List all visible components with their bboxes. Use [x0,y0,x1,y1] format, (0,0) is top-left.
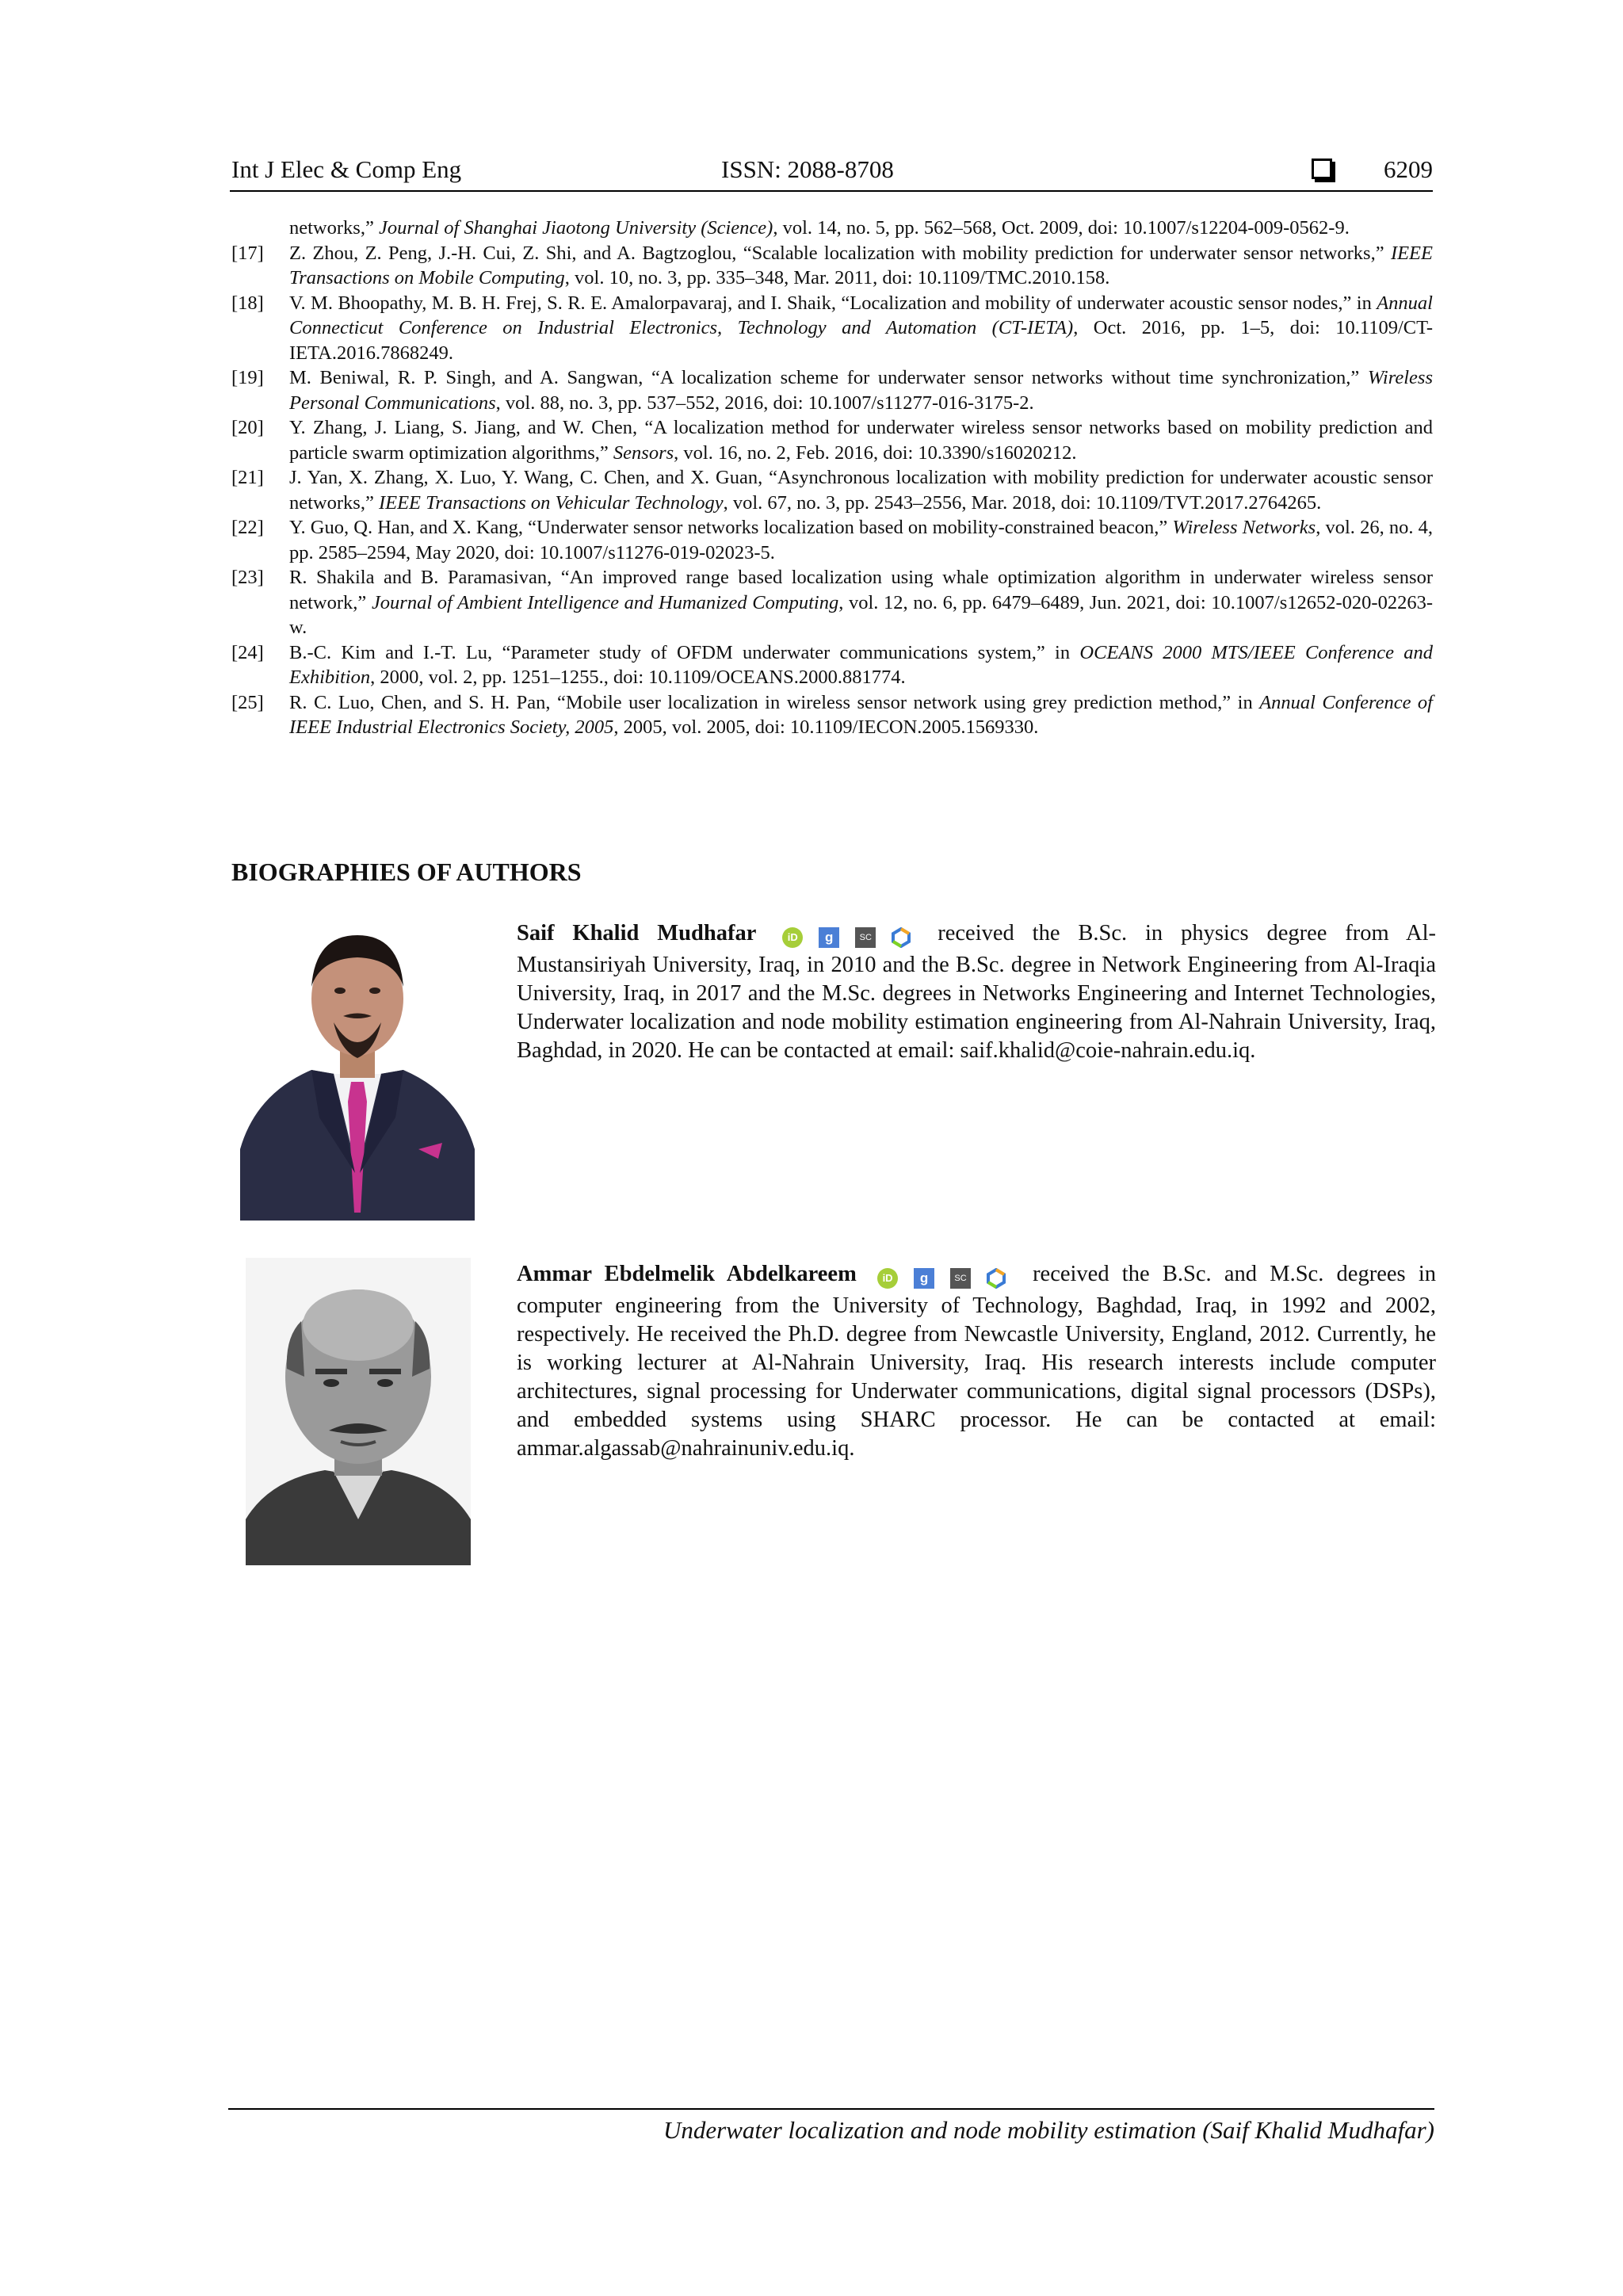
reference-entry [230,640,1433,690]
reference-venue: IEEE Transactions on Mobile Computing [289,242,1433,288]
reference-venue: IEEE Transactions on Vehicular Technology [378,491,724,514]
issn: ISSN: 2088-8708 [721,155,894,183]
google-scholar-icon[interactable]: g [819,927,839,948]
footer-rule [228,2108,1434,2110]
journal-name: Int J Elec & Comp Eng [231,155,462,183]
author-name: Saif Khalid Mudhafar [517,921,757,946]
publons-icon[interactable] [987,1268,1006,1289]
reference-venue: Journal of Ambient Intelligence and Humanized Computing [371,591,839,613]
orcid-icon[interactable]: iD [877,1268,898,1289]
author-profile-icons [877,1263,1022,1292]
reference-text: Y. Guo, Q. Han, and X. Kang, “Underwater sensor networks localization based on mobility-constrained beacon,” [289,517,1173,538]
reference-number: [20] [231,417,264,438]
reference-text: M. Beniwal, R. P. Singh, and A. Sangwan, “A localization scheme for underwater sensor networks without time synchronization,” [289,367,1368,388]
reference-text: , vol. 10, no. 3, pp. 335–348, Mar. 2011, doi: 10.1109/TMC.2010.158. [564,267,1110,288]
author-bio-text: received the B.Sc. and M.Sc. degrees in computer engineering from the University of Technology, Baghdad, Iraq, in 1992 and 2002, respectively. He received the Ph.D. degree from Newcastle University, England, 2012. Currently, he is working lecturer at Al-Nahrain University, Iraq. His research interests include computer architectures, signal processing for Underwater communications, digital signal processors (DSPs), and embedded systems using SHARC processor. He can be contacted at email: ammar.algassab@nahrainuniv.edu.iq. [517,1262,1436,1461]
reference-text: B.-C. Kim and I.-T. Lu, “Parameter study of OFDM underwater communications system,” in [289,641,1080,663]
page-number: 6209 [1384,155,1433,183]
author-bio-1 [517,919,1436,1065]
reference-number: [17] [231,242,264,264]
reference-entry [230,515,1433,565]
reference-entry [230,291,1433,366]
author-name: Ammar Ebdelmelik Abdelkareem [517,1262,857,1286]
reference-text: networks,” [289,217,379,239]
reference-text: , vol. 14, no. 5, pp. 562–568, Oct. 2009, doi: 10.1007/s12204-009-0562-9. [773,217,1350,239]
author-bio-text: received the B.Sc. in physics degree from Al-Mustansiriyah University, Iraq, in 2010 and the B.Sc. degree in Network Engineering from Al-Iraqia University, Iraq, in 2017 and the M.Sc. degrees in Networks Engineering and Internet Technologies, Underwater localization and node mobility estimation engineering from Al-Nahrain University, Iraq, Baghdad, in 2020. He can be contacted at email: saif.khalid@coie-nahrain.edu.iq. [517,921,1437,1063]
scopus-icon[interactable]: SC [855,927,876,948]
reference-number: [22] [231,517,264,538]
reference-text: J. Yan, X. Zhang, X. Luo, Y. Wang, C. Chen, and X. Guan, “Asynchronous localization with mobility prediction for underwater acoustic sensor networks,” [289,467,1433,514]
author-profile-icons [782,923,926,951]
reference-number: [19] [231,367,264,388]
reference-text: , vol. 16, no. 2, Feb. 2016, doi: 10.3390/s16020212. [674,441,1077,464]
reference-text: , vol. 67, no. 3, pp. 2543–2556, Mar. 2018, doi: 10.1109/TVT.2017.2764265. [723,491,1322,514]
reference-number: [21] [231,467,264,488]
reference-text: Z. Zhou, Z. Peng, J.-H. Cui, Z. Shi, and A. Bagtzoglou, “Scalable localization with mobility prediction for underwater sensor networks,” [289,242,1391,264]
reference-text: , vol. 26, no. 4, pp. 2585–2594, May 2020, doi: 10.1007/s11276-019-02023-5. [289,517,1434,563]
checkbox-square-icon [1312,159,1332,179]
reference-entry [230,690,1433,740]
reference-venue: Journal of Shanghai Jiaotong University (Science) [378,217,773,239]
google-scholar-icon[interactable]: g [914,1268,934,1289]
reference-venue: Annual Connecticut Conference on Industrial Electronics, Technology and Automation (CT-IETA) [289,292,1433,338]
reference-venue: Annual Conference of IEEE Industrial Electronics Society, 2005 [289,691,1433,738]
reference-entry [230,365,1433,415]
reference-venue: Wireless Networks [1172,517,1316,538]
publons-icon[interactable] [892,927,911,948]
orcid-icon[interactable]: iD [782,927,803,948]
reference-entry [230,415,1433,465]
reference-text: R. C. Luo, Chen, and S. H. Pan, “Mobile user localization in wireless sensor network using grey prediction method,” in [289,691,1260,713]
reference-number: [24] [231,641,264,663]
reference-list [230,216,1433,740]
reference-venue: OCEANS 2000 MTS/IEEE Conference and Exhibition [289,641,1433,688]
author-photo-2 [246,1258,471,1565]
running-footer: Underwater localization and node mobility estimation (Saif Khalid Mudhafar) [663,2116,1434,2144]
author-photo-1 [240,911,475,1221]
scopus-icon[interactable]: SC [950,1268,971,1289]
reference-entry [230,465,1433,515]
reference-entry [230,216,1433,241]
reference-number: [18] [231,292,264,314]
author-bio-2 [517,1260,1436,1463]
reference-text: Y. Zhang, J. Liang, S. Jiang, and W. Chen, “A localization method for underwater wireless sensor networks based on mobility prediction and particle swarm optimization algorithms,” [289,417,1433,464]
reference-text: , 2005, vol. 2005, doi: 10.1109/IECON.2005.1569330. [613,716,1039,738]
reference-text: , Oct. 2016, pp. 1–5, doi: 10.1109/CT-IETA.2016.7868249. [289,317,1434,364]
section-title: BIOGRAPHIES OF AUTHORS [231,858,582,886]
reference-number: [25] [231,691,264,713]
reference-text: , vol. 12, no. 6, pp. 6479–6489, Jun. 2021, doi: 10.1007/s12652-020-02263-w. [289,591,1433,638]
reference-text: V. M. Bhoopathy, M. B. H. Frej, S. R. E. Amalorpavaraj, and I. Shaik, “Localization and mobility of underwater acoustic sensor nodes,” in [289,292,1377,314]
reference-text: , 2000, vol. 2, pp. 1251–1255., doi: 10.1109/OCEANS.2000.881774. [370,667,906,688]
reference-entry [230,241,1433,291]
reference-text: R. Shakila and B. Paramasivan, “An improved range based localization using whale optimization algorithm in underwater wireless sensor network,” [289,567,1433,613]
reference-text: , vol. 88, no. 3, pp. 537–552, 2016, doi: 10.1007/s11277-016-3175-2. [495,392,1034,414]
reference-venue: Sensors [613,441,674,464]
reference-entry [230,565,1433,640]
reference-number: [23] [231,567,264,588]
running-header [230,155,1433,192]
reference-venue: Wireless Personal Communications [289,367,1433,414]
